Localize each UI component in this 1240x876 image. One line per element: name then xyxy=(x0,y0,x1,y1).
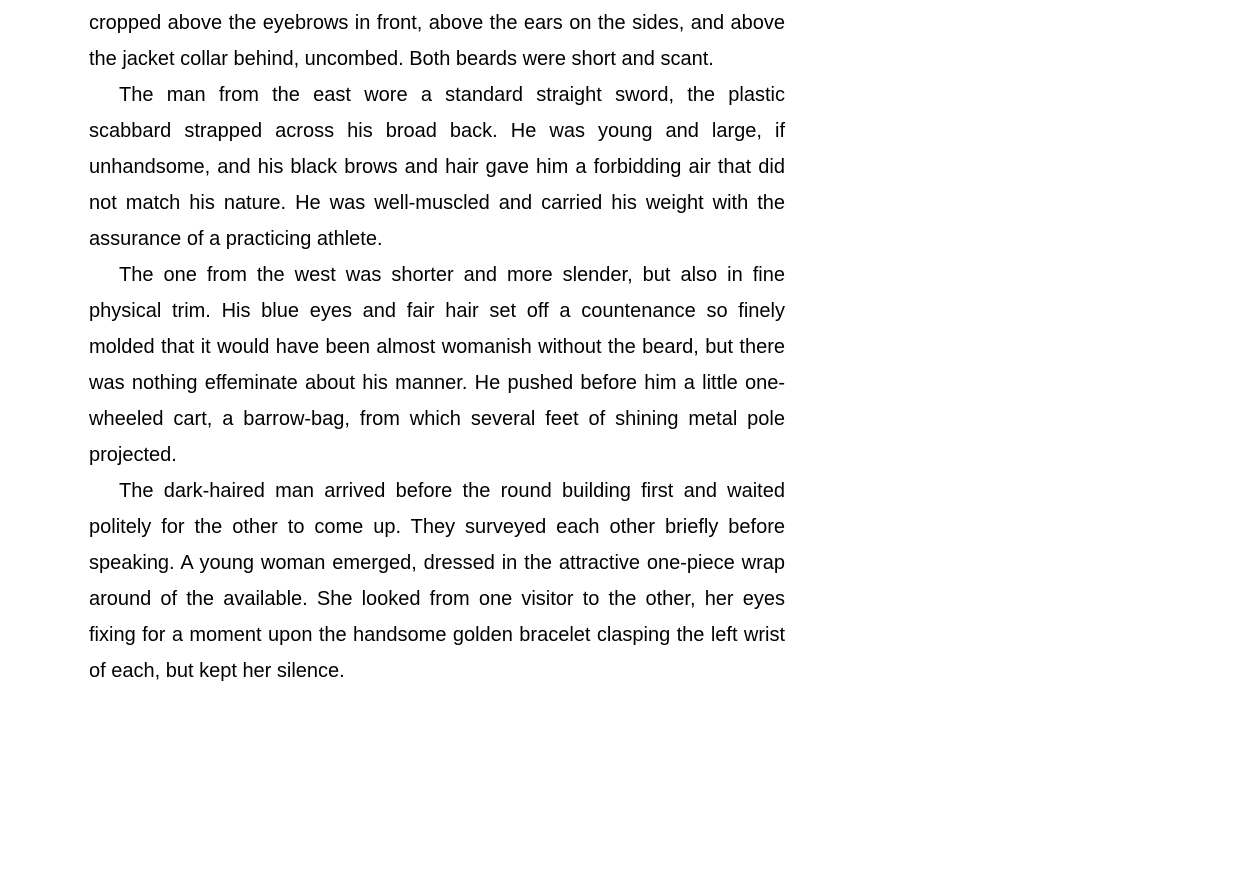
paragraph: The man from the east wore a standard straight sword, the plastic scabbard strapped across his broad back. He was young and large, if unhandsome, and his black brows and hair gave him a forbidding air that did not match his nature. He was well-muscled and carried his weight with the assurance of a practicing athlete. xyxy=(89,84,785,250)
paragraph: The dark-haired man arrived before the round building first and waited politely for the other to come up. They surveyed each other briefly before speaking. A young woman emerged, dressed in the attractive one-piece wrap around of the available. She looked from one visitor to the other, her eyes fixing for a moment upon the handsome golden bracelet clasping the left wrist of each, but kept her silence. xyxy=(89,480,785,682)
text-column xyxy=(89,5,785,689)
paragraph-continued: cropped above the eyebrows in front, above the ears on the sides, and above the jacket collar behind, uncombed. Both beards were short and scant. xyxy=(89,12,785,70)
paragraph: The one from the west was shorter and more slender, but also in fine physical trim. His blue eyes and fair hair set off a countenance so finely molded that it would have been almost womanish without the beard, but there was nothing effeminate about his manner. He pushed before him a little one-wheeled cart, a barrow-bag, from which several feet of shining metal pole projected. xyxy=(89,264,785,466)
